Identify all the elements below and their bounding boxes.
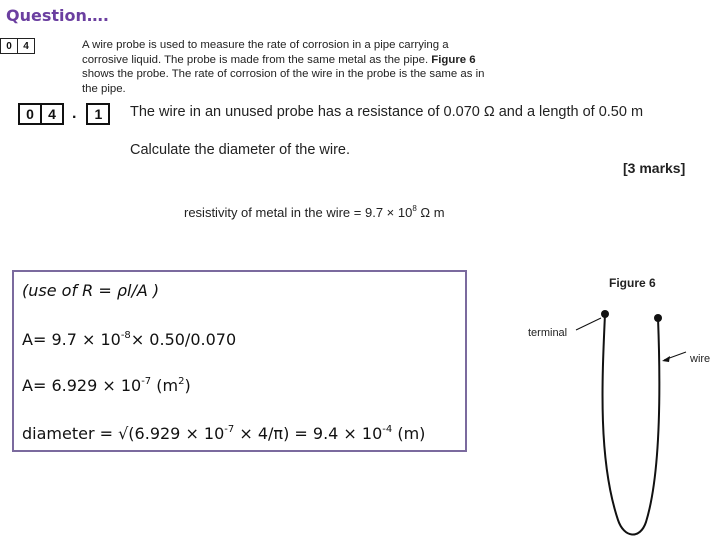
question-number-box — [0, 38, 34, 54]
part-number-digit: 1 — [86, 103, 110, 125]
answer-exponent: -7 — [141, 376, 152, 387]
question-number-digit: 4 — [17, 38, 35, 54]
answer-text: × 4/π) = 9.4 × 10 — [234, 424, 383, 443]
part-number-box — [18, 103, 108, 125]
terminal-label: terminal — [528, 327, 568, 339]
answer-exponent: 2 — [178, 376, 185, 387]
terminal-right — [654, 314, 662, 322]
answer-text: A= 6.929 × 10 — [22, 376, 142, 395]
wire-arrowhead — [662, 356, 670, 362]
answer-text: × 0.50/0.070 — [130, 330, 237, 349]
part-question: The wire in an unused probe has a resistance of 0.070 Ω and a length of 0.50 m — [130, 104, 644, 120]
calc-instruction: Calculate the diameter of the wire. — [130, 142, 351, 158]
terminal-arrow — [576, 318, 601, 330]
question-intro — [82, 38, 522, 96]
answer-text: ) — [184, 376, 191, 395]
probe-figure — [500, 290, 720, 540]
page-title: Question…. — [6, 6, 109, 25]
answer-text: diameter = √(6.929 × 10 — [22, 424, 225, 443]
answer-line-diameter — [22, 424, 425, 443]
part-number-digit: 0 — [18, 103, 42, 125]
answer-text: (m) — [392, 424, 426, 443]
part-number-dot: . — [72, 105, 77, 122]
figure-title: Figure 6 — [609, 276, 656, 290]
intro-line — [82, 53, 522, 68]
terminal-left — [601, 310, 609, 318]
wire-loop — [603, 314, 660, 535]
figure-reference: Figure 6 — [431, 53, 476, 66]
intro-line: shows the probe. The rate of corrosion of the wire in the probe is the same as in — [82, 68, 485, 80]
intro-line: the pipe. — [82, 82, 126, 95]
answer-exponent: -4 — [382, 424, 393, 435]
answer-box — [12, 270, 467, 452]
answer-text: (m — [151, 376, 179, 395]
answer-line-area-calc — [22, 330, 236, 349]
resistivity-given — [184, 204, 445, 220]
part-number-digit: 4 — [40, 103, 64, 125]
resistivity-unit: Ω m — [416, 205, 445, 220]
answer-exponent: -7 — [224, 424, 235, 435]
answer-line-formula: (use of R = ρl/A ) — [22, 281, 160, 300]
answer-line-area-result — [22, 376, 191, 395]
intro-text-span: corrosive liquid. The probe is made from the same metal as the pipe. — [82, 53, 432, 66]
resistivity-exponent: 8 — [412, 204, 417, 213]
question-number-digit: 0 — [0, 38, 18, 54]
answer-text: A= 9.7 × 10 — [22, 330, 121, 349]
marks-label: [3 marks] — [623, 160, 686, 176]
wire-label: wire — [690, 353, 711, 365]
intro-line: A wire probe is used to measure the rate of corrosion in a pipe carrying a — [82, 39, 449, 51]
answer-exponent: -8 — [120, 330, 131, 341]
resistivity-prefix: resistivity of metal in the wire = 9.7 × 10 — [184, 205, 413, 220]
